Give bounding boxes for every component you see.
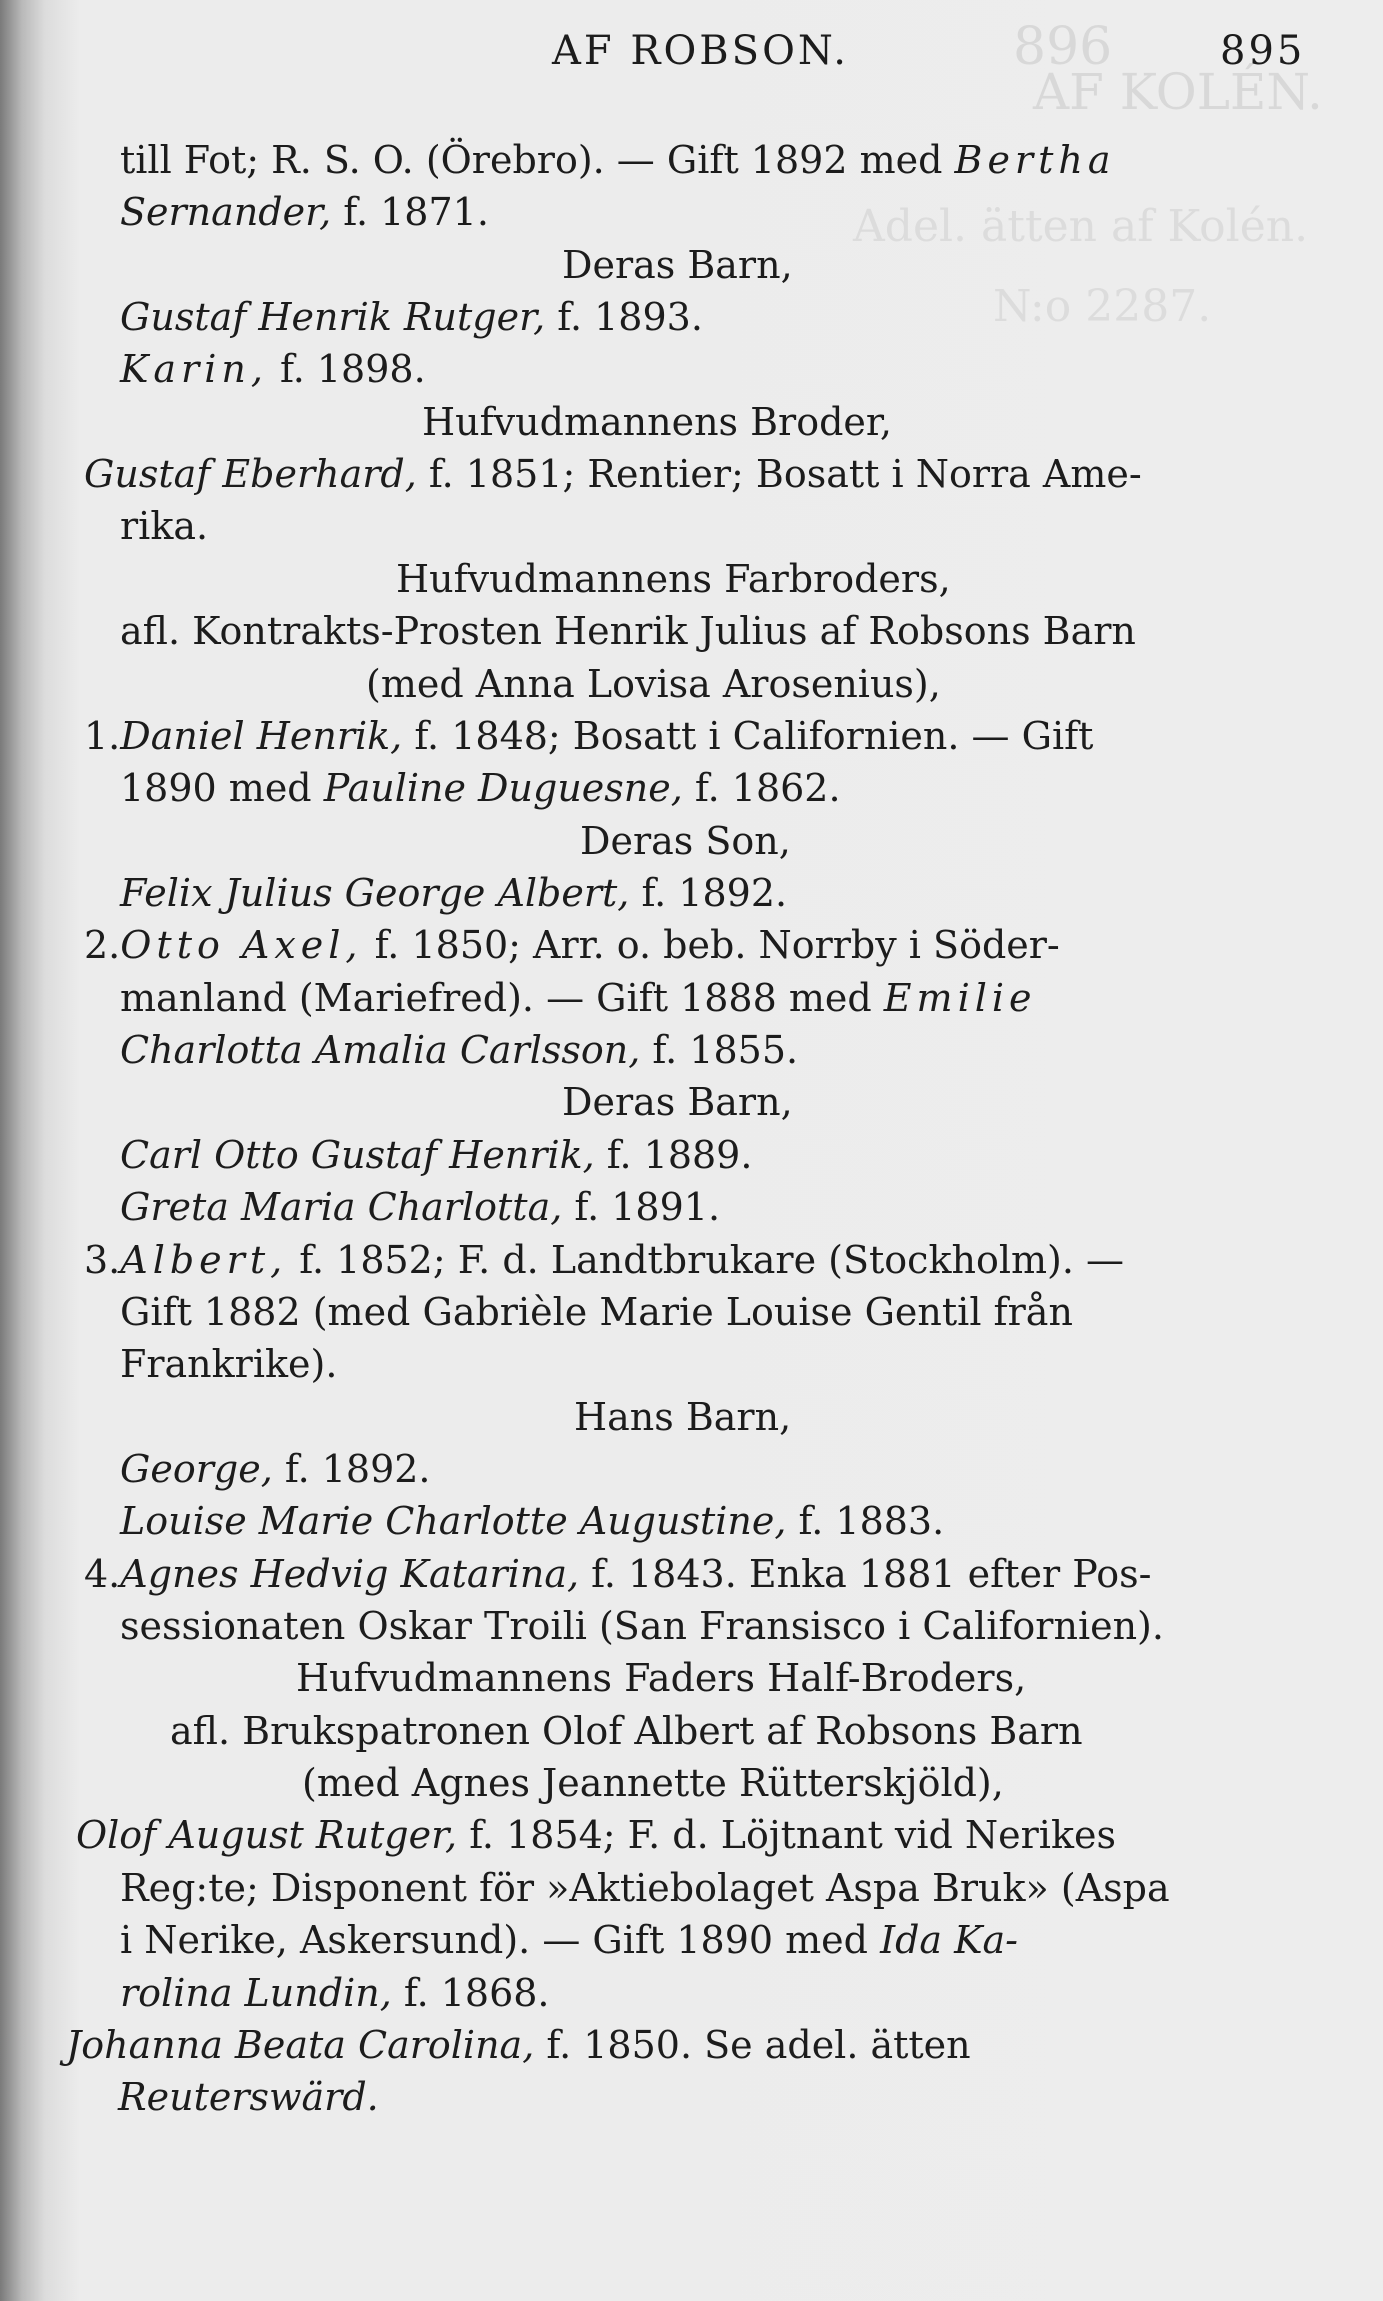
- bleed-heading: AF KOLÉN.: [1033, 63, 1323, 121]
- text-line: 1890 med Pauline Duguesne, f. 1862.: [120, 766, 841, 810]
- section-heading: afl. Brukspatronen Olof Albert af Robsons Barn: [170, 1709, 1083, 1753]
- section-heading: afl. Kontrakts-Prosten Henrik Julius af Robsons Barn: [120, 609, 1136, 653]
- text-line-2: Sernander, f. 1871.: [120, 190, 489, 234]
- section-heading: Deras Barn,: [562, 1080, 793, 1124]
- section-heading: (med Agnes Jeannette Rütterskjöld),: [302, 1761, 1004, 1805]
- text-line: Charlotta Amalia Carlsson, f. 1855.: [120, 1028, 799, 1072]
- person-entry: Olof August Rutger, f. 1854; F. d. Löjtnant vid Nerikes: [76, 1813, 1116, 1857]
- child-entry: Louise Marie Charlotte Augustine, f. 1883.: [120, 1499, 945, 1543]
- text-line-1: till Fot; R. S. O. (Örebro). — Gift 1892 med Bertha: [120, 138, 1116, 182]
- child-entry: George, f. 1892.: [120, 1447, 431, 1491]
- person-entry: Johanna Beata Carolina, f. 1850. Se adel. ätten: [66, 2023, 971, 2067]
- text-line: Frankrike).: [120, 1342, 338, 1386]
- text-line: rika.: [120, 504, 209, 548]
- section-heading: Deras Barn,: [562, 243, 793, 287]
- text-line: rolina Lundin, f. 1868.: [120, 1971, 550, 2015]
- child-entry: Gustaf Henrik Rutger, f. 1893.: [120, 295, 703, 339]
- numbered-entry: 4.Agnes Hedvig Katarina, f. 1843. Enka 1881 efter Pos-: [84, 1552, 1152, 1596]
- section-heading: Hufvudmannens Broder,: [422, 400, 892, 444]
- bleed-page-number: 896: [1013, 20, 1113, 77]
- bleed-number: N:o 2287.: [993, 281, 1212, 332]
- text-line: Gift 1882 (med Gabrièle Marie Louise Gentil från: [120, 1290, 1073, 1334]
- text-line: i Nerike, Askersund). — Gift 1890 med Ida Ka-: [120, 1918, 1019, 1962]
- numbered-entry: 2.Otto Axel, f. 1850; Arr. o. beb. Norrby i Söder-: [84, 923, 1060, 967]
- child-entry: Carl Otto Gustaf Henrik, f. 1889.: [120, 1133, 753, 1177]
- running-header: AF ROBSON.: [552, 28, 850, 74]
- child-entry: Felix Julius George Albert, f. 1892.: [120, 871, 788, 915]
- text-line: Reg:te; Disponent för »Aktiebolaget Aspa Bruk» (Aspa: [120, 1866, 1170, 1910]
- person-entry: Gustaf Eberhard, f. 1851; Rentier; Bosatt i Norra Ame-: [84, 452, 1142, 496]
- page-number: 895: [1220, 28, 1306, 74]
- child-entry: Greta Maria Charlotta, f. 1891.: [120, 1185, 721, 1229]
- section-heading: Deras Son,: [580, 819, 791, 863]
- child-entry: Karin, f. 1898.: [120, 347, 426, 391]
- text-line: manland (Mariefred). — Gift 1888 med Emilie: [120, 976, 1037, 1020]
- numbered-entry: 3.Albert, f. 1852; F. d. Landtbrukare (Stockholm). —: [84, 1238, 1125, 1282]
- section-heading: Hufvudmannens Farbroders,: [396, 557, 951, 601]
- bleed-title: Adel. ätten af Kolén.: [853, 201, 1309, 252]
- section-heading: Hufvudmannens Faders Half-Broders,: [296, 1656, 1027, 1700]
- section-heading: Hans Barn,: [574, 1395, 792, 1439]
- numbered-entry: 1.Daniel Henrik, f. 1848; Bosatt i Californien. — Gift: [84, 714, 1094, 758]
- text-line: sessionaten Oskar Troili (San Fransisco i Californien).: [120, 1604, 1164, 1648]
- text-line: Reuterswärd.: [118, 2075, 379, 2119]
- section-heading: (med Anna Lovisa Arosenius),: [366, 662, 941, 706]
